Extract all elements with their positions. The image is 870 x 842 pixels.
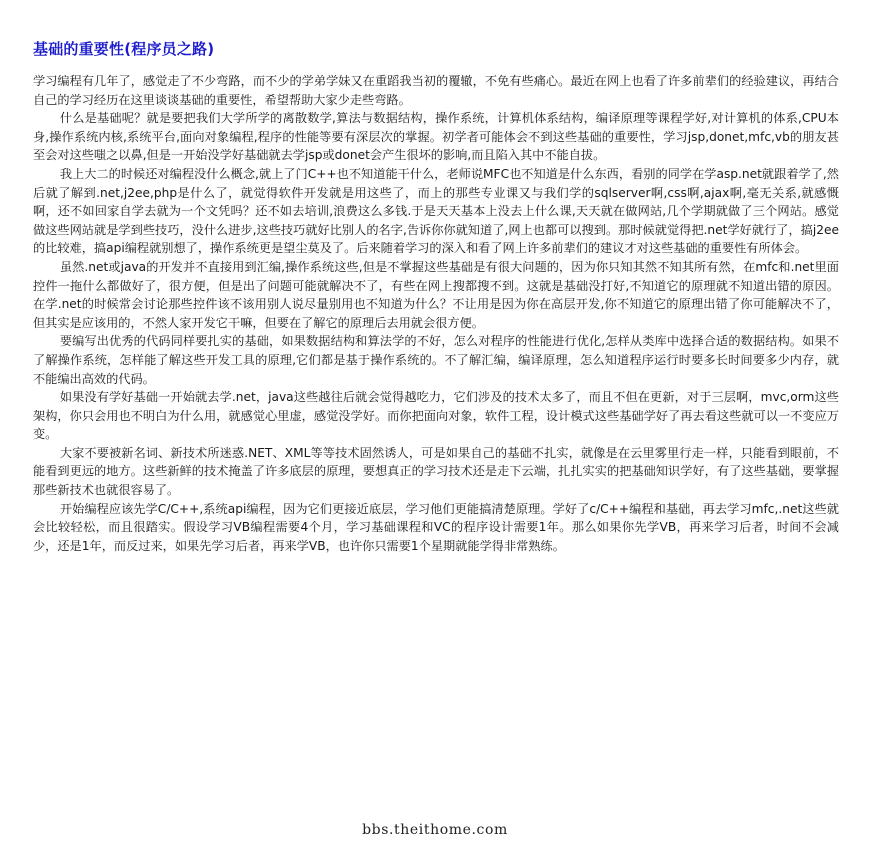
paragraph-personal-experience: 我上大二的时候还对编程没什么概念,就上了门C++也不知道能干什么，老师说MFC也不知道是什么东西，看别的同学在学asp.net就跟着学了,然后就了解到.net,j2ee,php是什么了，就觉得软件开发就是用这些了，而上的那些专业课又与我们学的sqlserver啊,css啊,ajax啊,毫无关系,就感慨啊，还不如回家自学去就为一个文凭吗？还不如去培训,浪费这么多钱.于是天天基本上没去上什么课,天天就在做网站,几个学期就做了三个网站。感觉做这些网站就是学到些技巧，没什么进步,这些技巧就好比别人的名字,告诉你你就知道了,网上也都可以搜到。那时候就觉得把.net学好就行了，搞j2ee的比较难，搞api编程就别想了，操作系统更是望尘莫及了。后来随着学习的深入和看了网上许多前辈们的建议才对这些基础的重要性有所体会。 xyxy=(33,166,839,256)
footer-site-url: bbs.theithome.com xyxy=(362,822,508,838)
paragraph-without-foundation: 如果没有学好基础一开始就去学.net，java这些越往后就会觉得越吃力，它们涉及的技术太多了，而且不但在更新，对于三层啊，mvc,orm这些架构，你只会用也不明白为什么用，就感觉心里虚，感觉没学好。而你把面向对象，软件工程，设计模式这些基础学好了再去看这些就可以一不变应万变。 xyxy=(33,390,839,442)
document-body xyxy=(33,72,839,555)
paragraph-new-technologies: 大家不要被新名词、新技术所迷惑.NET、XML等等技术固然诱人，可是如果自己的基础不扎实，就像是在云里雾里行走一样，只能看到眼前，不能看到更远的地方。这些新鲜的技术掩盖了许多底层的原理，要想真正的学习技术还是走下云端，扎扎实实的把基础知识学好，有了这些基础，要掌握那些新技术也就很容易了。 xyxy=(33,445,839,498)
paragraph-intro: 学习编程有几年了，感觉走了不少弯路，而不少的学弟学妹又在重蹈我当初的覆辙，不免有些痛心。最近在网上也看了许多前辈们的经验建议，再结合自己的学习经历在这里谈谈基础的重要性，希望帮助大家少走些弯路。 xyxy=(33,74,839,107)
paragraph-excellent-code: 要编写出优秀的代码同样要扎实的基础，如果数据结构和算法学的不好，怎么对程序的性能进行优化,怎样从类库中选择合适的数据结构。如果不了解操作系统，怎样能了解这些开发工具的原理,它们都是基于操作系统的。不了解汇编，编译原理，怎么知道程序运行时要多长时间要多少内存，就不能编出高效的代码。 xyxy=(33,334,839,386)
document-title: 基础的重要性(程序员之路) xyxy=(33,40,215,58)
paragraph-learning-order: 开始编程应该先学C/C++,系统api编程，因为它们更接近底层，学习他们更能搞清楚原理。学好了c/C++编程和基础，再去学习mfc,.net这些就会比较轻松，而且很踏实。假设学习VB编程需要4个月，学习基础课程和VC的程序设计需要1年。那么如果你先学VB，再来学习后者，时间不会减少，还是1年，而反过来，如果先学习后者，再来学VB，也许你只需要1个星期就能学得非常熟练。 xyxy=(33,501,839,553)
paragraph-what-is-foundation: 什么是基础呢？就是要把我们大学所学的离散数学,算法与数据结构，操作系统，计算机体系结构，编译原理等课程学好,对计算机的体系,CPU本身,操作系统内核,系统平台,面向对象编程,程序的性能等要有深层次的掌握。初学者可能体会不到这些基础的重要性，学习jsp,donet,mfc,vb的朋友甚至会对这些嗤之以鼻,但是一开始没学好基础就去学jsp或donet会产生很坏的影响,而且陷入其中不能自拔。 xyxy=(33,111,839,163)
paragraph-net-java-development: 虽然.net或java的开发并不直接用到汇编,操作系统这些,但是不掌握这些基础是有很大问题的，因为你只知其然不知其所有然，在mfc和.net里面控件一拖什么都做好了，很方便，但是出了问题可能就解决不了，有些在网上搜都搜不到。这就是基础没打好,不知道它的原理就不知道出错的原因。在学.net的时候常会讨论那些控件该不该用别人说尽量别用也不知道为什么？不让用是因为你在高层开发,你不知道它的原理出错了你可能解决不了，但其实是应该用的，不然人家开发它干嘛，但要在了解它的原理后去用就会很方便。 xyxy=(33,259,839,330)
document-page xyxy=(33,38,839,555)
